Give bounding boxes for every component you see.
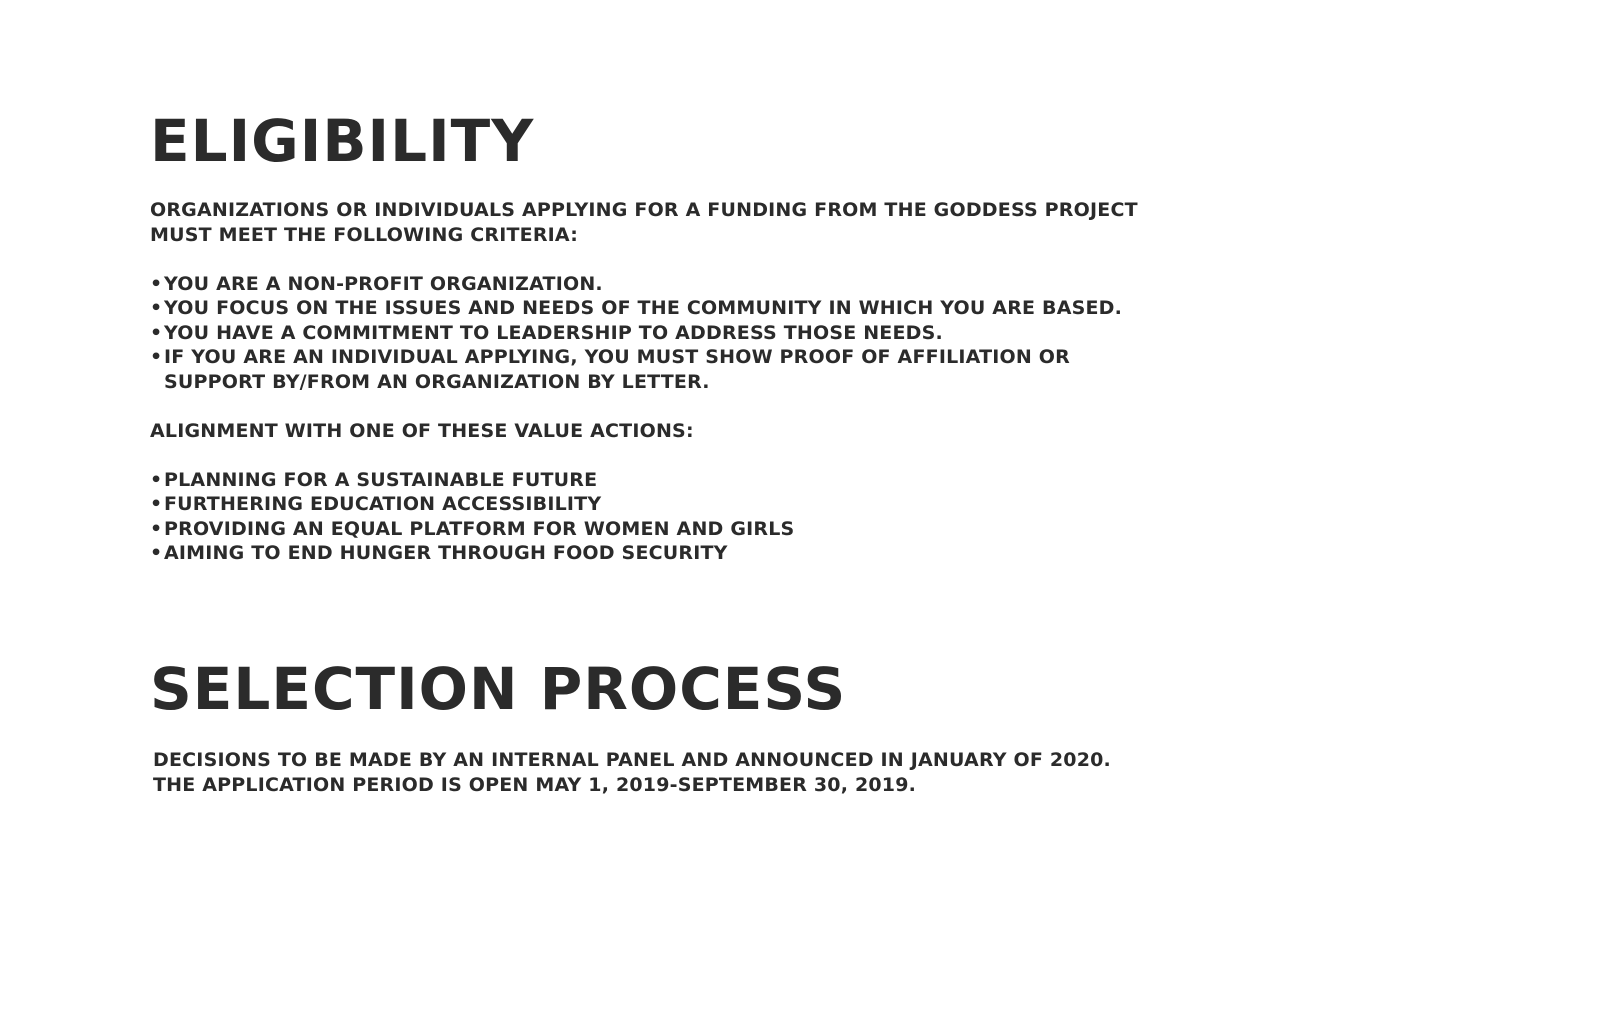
- bullet-icon: •: [150, 542, 163, 564]
- criteria-text: IF YOU ARE AN INDIVIDUAL APPLYING, YOU MUST SHOW PROOF OF AFFILIATION OR: [164, 346, 1070, 368]
- list-item: [150, 492, 1138, 517]
- alignment-intro: ALIGNMENT WITH ONE OF THESE VALUE ACTIONS:: [150, 419, 694, 442]
- eligibility-section: [150, 107, 1138, 566]
- eligibility-intro: [150, 198, 1138, 247]
- value-action-text: FURTHERING EDUCATION ACCESSIBILITY: [164, 493, 602, 515]
- value-action-text: PLANNING FOR A SUSTAINABLE FUTURE: [164, 468, 598, 491]
- value-action-text: AIMING TO END HUNGER THROUGH FOOD SECURITY: [164, 542, 728, 564]
- bullet-icon: •: [150, 517, 163, 540]
- bullet-icon: •: [150, 321, 163, 344]
- selection-text-line: DECISIONS TO BE MADE BY AN INTERNAL PANEL AND ANNOUNCED IN JANUARY OF 2020.: [153, 749, 1111, 771]
- eligibility-intro-line: ORGANIZATIONS OR INDIVIDUALS APPLYING FOR A FUNDING FROM THE GODDESS PROJECT: [150, 199, 1138, 221]
- value-actions-list: [150, 468, 1138, 566]
- criteria-list: [150, 272, 1138, 395]
- value-action-text: PROVIDING AN EQUAL PLATFORM FOR WOMEN AND GIRLS: [164, 517, 795, 540]
- criteria-text-continued: SUPPORT BY/FROM AN ORGANIZATION BY LETTER.: [164, 370, 710, 393]
- bullet-icon: •: [150, 272, 163, 295]
- criteria-text: YOU HAVE A COMMITMENT TO LEADERSHIP TO ADDRESS THOSE NEEDS.: [164, 321, 943, 344]
- list-item: [150, 468, 1138, 493]
- list-item: [150, 296, 1138, 321]
- eligibility-intro-line: MUST MEET THE FOLLOWING CRITERIA:: [150, 223, 578, 246]
- bullet-icon: •: [150, 297, 163, 319]
- bullet-icon: •: [150, 346, 163, 368]
- list-item: [150, 272, 1138, 297]
- bullet-icon: •: [150, 468, 163, 491]
- criteria-text: YOU FOCUS ON THE ISSUES AND NEEDS OF THE COMMUNITY IN WHICH YOU ARE BASED.: [164, 297, 1123, 319]
- bullet-icon: •: [150, 493, 163, 515]
- eligibility-body: [150, 198, 1138, 566]
- selection-text-line: THE APPLICATION PERIOD IS OPEN MAY 1, 2019-SEPTEMBER 30, 2019.: [153, 773, 917, 796]
- eligibility-heading: ELIGIBILITY: [150, 107, 535, 175]
- list-item: [150, 321, 1138, 346]
- selection-section: [150, 655, 1111, 797]
- selection-heading: SELECTION PROCESS: [150, 655, 847, 723]
- list-item: [150, 541, 1138, 566]
- selection-body: [150, 748, 1111, 797]
- criteria-text: YOU ARE A NON-PROFIT ORGANIZATION.: [164, 272, 603, 295]
- list-item: [150, 517, 1138, 542]
- list-item: [150, 345, 1138, 394]
